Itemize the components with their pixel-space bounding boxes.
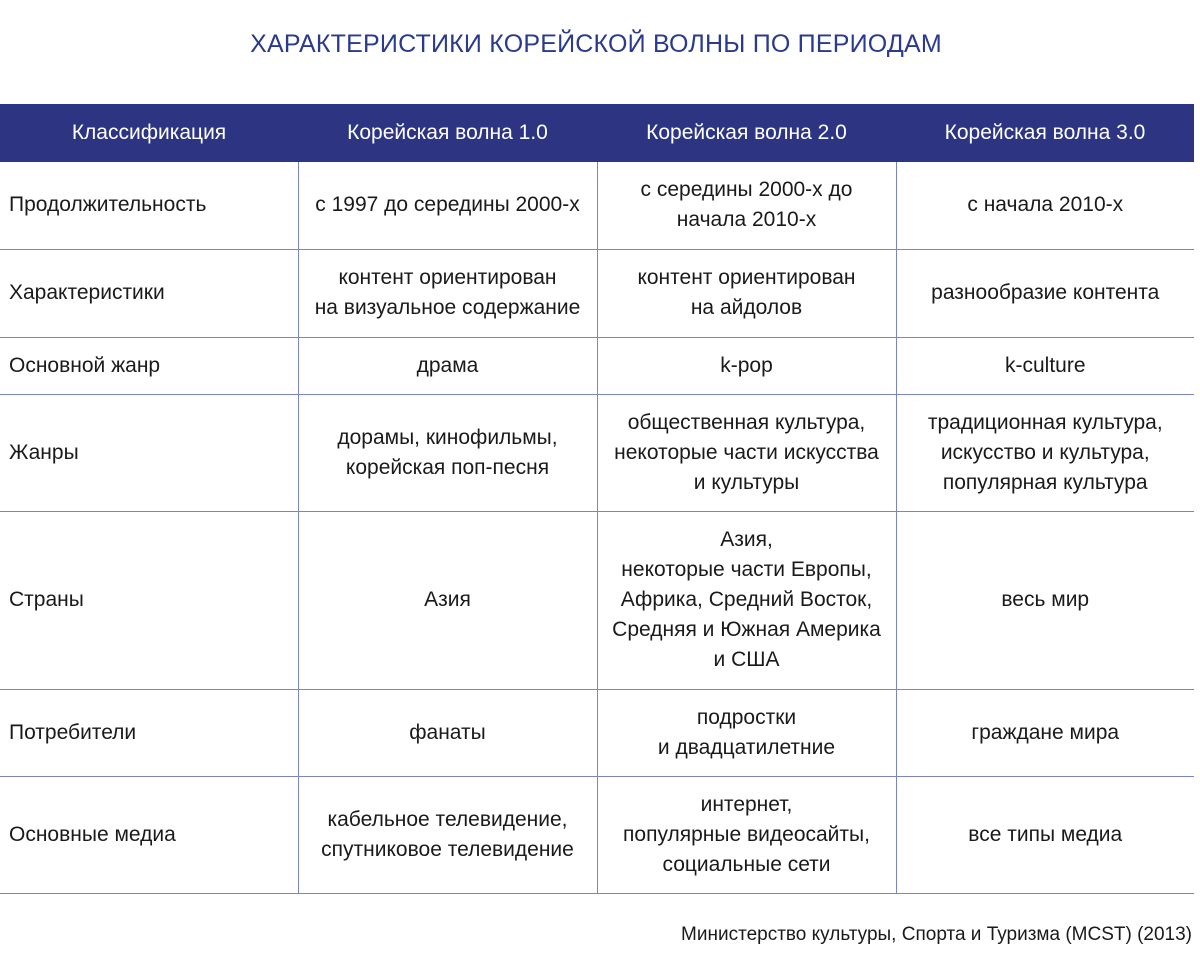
- table-cell: общественная культура, некоторые части искусства и культуры: [597, 394, 896, 511]
- table-row: [0, 394, 1194, 511]
- table-row: [0, 511, 1194, 689]
- table-row: [0, 689, 1194, 776]
- table-cell: традиционная культура, искусство и культура, популярная культура: [896, 394, 1194, 511]
- page-title: ХАРАКТЕРИСТИКИ КОРЕЙСКОЙ ВОЛНЫ ПО ПЕРИОДАМ: [250, 30, 942, 58]
- header-wave-2: Корейская волна 2.0: [597, 104, 896, 162]
- row-label: Жанры: [0, 394, 298, 511]
- row-label: Основные медиа: [0, 776, 298, 893]
- table-cell: с середины 2000-х до начала 2010-х: [597, 162, 896, 249]
- table-cell: дорамы, кинофильмы, корейская поп-песня: [298, 394, 597, 511]
- table-cell: контент ориентирован на визуальное содержание: [298, 249, 597, 337]
- table-cell: все типы медиа: [896, 776, 1194, 893]
- table-header-row: [0, 104, 1194, 162]
- table-cell: с начала 2010-х: [896, 162, 1194, 249]
- table-row: [0, 249, 1194, 337]
- table-cell: k-culture: [896, 337, 1194, 394]
- table-cell: фанаты: [298, 689, 597, 776]
- table-cell: Азия, некоторые части Европы, Африка, Средний Восток, Средняя и Южная Америка и США: [597, 511, 896, 689]
- header-wave-3: Корейская волна 3.0: [896, 104, 1194, 162]
- table-row: [0, 337, 1194, 394]
- table-cell: граждане мира: [896, 689, 1194, 776]
- header-wave-1: Корейская волна 1.0: [298, 104, 597, 162]
- source-citation: Министерство культуры, Спорта и Туризма (MCST) (2013): [681, 924, 1192, 945]
- table-cell: подростки и двадцатилетние: [597, 689, 896, 776]
- row-label: Потребители: [0, 689, 298, 776]
- row-label: Основной жанр: [0, 337, 298, 394]
- table-cell: драма: [298, 337, 597, 394]
- row-label: Страны: [0, 511, 298, 689]
- table-cell: интернет, популярные видеосайты, социальные сети: [597, 776, 896, 893]
- header-classification: Классификация: [0, 104, 298, 162]
- table-cell: с 1997 до середины 2000-х: [298, 162, 597, 249]
- table-cell: кабельное телевидение, спутниковое телевидение: [298, 776, 597, 893]
- korean-wave-table: [0, 104, 1194, 894]
- table-cell: k-pop: [597, 337, 896, 394]
- table-cell: разнообразие контента: [896, 249, 1194, 337]
- table-row: [0, 162, 1194, 249]
- row-label: Характеристики: [0, 249, 298, 337]
- table-cell: контент ориентирован на айдолов: [597, 249, 896, 337]
- row-label: Продолжительность: [0, 162, 298, 249]
- table-cell: Азия: [298, 511, 597, 689]
- table-cell: весь мир: [896, 511, 1194, 689]
- table-row: [0, 776, 1194, 893]
